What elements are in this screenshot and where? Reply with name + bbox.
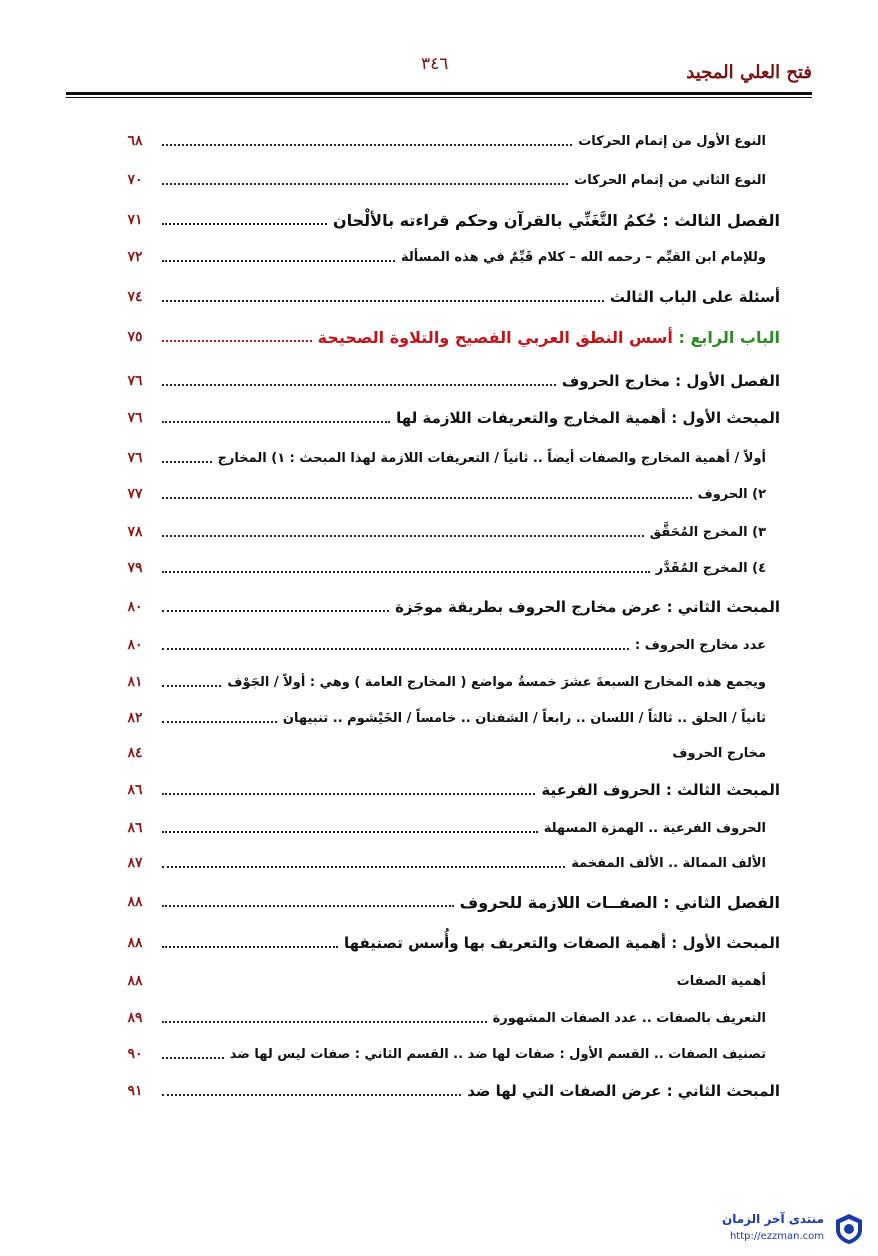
toc-entry[interactable]: [108, 632, 780, 658]
toc-entry-title: التعريف بالصفات .. عدد الصفات المشهورة: [492, 1010, 766, 1026]
toc-entry-title: المبحث الأول : أهمية الصفات والتعريف بها وأُسس تصنيفها: [343, 934, 780, 952]
toc-entry-title: النوع الأول من إتمام الحركات: [578, 133, 766, 149]
toc-leader-dots: [162, 535, 644, 537]
toc-entry-page: ٨٦: [127, 782, 143, 798]
toc-entry-title: ٢) الحروف: [697, 486, 766, 502]
toc-entry-page: ٨٨: [127, 894, 143, 910]
toc-entry[interactable]: [108, 445, 780, 471]
toc-entry[interactable]: [108, 405, 780, 431]
toc-entry-page: ٨٢: [127, 710, 143, 726]
toc-entry-title: عدد مخارج الحروف :: [635, 637, 766, 653]
toc-leader-dots: [162, 831, 538, 833]
toc-entry[interactable]: [108, 555, 780, 581]
toc-entry[interactable]: [108, 740, 780, 766]
toc-entry-title: ويجمع هذه المخارج السبعةَ عشرَ خمسةُ مواضع ( المخارج العامة ) وهي : أولاً / الجَوْف: [227, 674, 766, 690]
toc-entry-title: أسئلة على الباب الثالث: [609, 288, 780, 306]
chapter-title: أسس النطق العربي الفصيح والتلاوة الصحيحة: [317, 327, 673, 347]
toc-entry-page: ٧٠: [127, 172, 143, 188]
toc-entry-page: ٧٤: [127, 289, 143, 305]
toc-entry[interactable]: [108, 1005, 780, 1031]
toc-leader-dots: [162, 1021, 487, 1023]
toc-leader-dots: [162, 497, 692, 499]
book-title: فتح العلي المجيد: [686, 62, 812, 83]
toc-entry[interactable]: [108, 968, 780, 994]
toc-entry[interactable]: [108, 519, 780, 545]
toc-leader-dots: [162, 223, 327, 225]
toc-entry-page: ٨١: [127, 674, 143, 690]
toc-entry-title: ثانياً / الحلق .. ثالثاً / اللسان .. رابعاً / الشفتان .. خامساً / الخَيْشوم .. تنبيهان: [282, 710, 766, 726]
toc-entry-page: ٨٩: [127, 1010, 143, 1026]
toc-entry-title: ٤) المخرج المُقَدَّر: [655, 560, 766, 576]
toc-entry[interactable]: [108, 368, 780, 394]
toc-entry-page: ٧٦: [127, 373, 143, 389]
toc-leader-dots: [162, 340, 312, 342]
toc-leader-dots: [162, 1057, 224, 1059]
toc-entry[interactable]: [108, 594, 780, 620]
toc-entry[interactable]: [108, 669, 780, 695]
toc-entry[interactable]: [108, 815, 780, 841]
toc-entry-title: أولاً / أهمية المخارج والصفات أيضاً .. ثانياً / التعريفات اللازمة لهذا المبحث : ١) المخارج: [217, 450, 766, 466]
toc-entry-title: الفصل الثاني : الصفــات اللازمة للحروف: [459, 892, 780, 912]
toc-leader-dots: [162, 793, 535, 795]
toc-entry-title: الفصل الثالث : حُكمُ التَّغَنِّي بالقرآن وحكم قراءته بالألْحان: [332, 210, 780, 230]
toc-entry-page: ٩٠: [127, 1046, 143, 1062]
toc-entry-page: ٨٧: [127, 855, 143, 871]
toc-entry-chapter[interactable]: [108, 324, 780, 350]
toc-leader-dots: [162, 183, 568, 185]
toc-entry-title: وللإمام ابن القيِّم – رحمه الله – كلام قَيِّمٌ في هذه المسألة: [400, 249, 766, 265]
toc-entry-page: ٧٨: [127, 524, 143, 540]
toc-entry[interactable]: [108, 930, 780, 956]
toc-leader-dots: [162, 144, 572, 146]
toc-entry-page: ٧٦: [127, 450, 143, 466]
toc-leader-dots: [162, 461, 212, 463]
toc-entry[interactable]: [108, 705, 780, 731]
toc-entry[interactable]: [108, 889, 780, 915]
toc-entry-title: المبحث الثاني : عرض مخارج الحروف بطريقة موجَزة: [395, 598, 780, 616]
toc-entry-title: [312, 328, 780, 347]
toc-entry-page: ٨٠: [127, 637, 143, 653]
toc-entry-title: ٣) المخرج المُحَقَّق: [649, 524, 766, 540]
toc-entry[interactable]: [108, 207, 780, 233]
toc-entry[interactable]: [108, 481, 780, 507]
toc-entry-title: النوع الثاني من إتمام الحركات: [574, 172, 766, 188]
toc-leader-dots: [162, 384, 556, 386]
toc-leader-dots: [162, 571, 650, 573]
watermark-site-url: http://ezzman.com: [729, 1231, 824, 1242]
toc-entry-page: ٦٨: [127, 133, 143, 149]
toc-entry-title: الحروف الفرعية .. الهمزة المسهلة: [543, 820, 766, 836]
toc-entry-title: المبحث الأول : أهمية المخارج والتعريفات اللازمة لها: [396, 409, 780, 427]
toc-entry-title: تصنيف الصفات .. القسم الأول : صفات لها ضد .. القسم الثاني : صفات ليس لها ضد: [229, 1046, 766, 1062]
toc-leader-dots: [162, 610, 389, 612]
header-rule-thick: [66, 92, 812, 95]
toc-entry-page: ٧٦: [127, 410, 143, 426]
toc-entry-page: ٨٠: [127, 599, 143, 615]
toc-entry-title: المبحث الثاني : عرض الصفات التي لها ضد: [467, 1082, 780, 1100]
toc-entry[interactable]: [108, 167, 780, 193]
toc-entry-page: ٨٤: [127, 745, 143, 761]
toc-entry-page: ٨٨: [127, 935, 143, 951]
toc-leader-dots: [162, 260, 395, 262]
toc-leader-dots: [162, 984, 671, 986]
toc-entry[interactable]: [108, 244, 780, 270]
toc-entry-page: ٧١: [127, 212, 143, 228]
toc-leader-dots: [162, 866, 565, 868]
toc-entry-title: أهمية الصفات: [676, 973, 766, 989]
toc-leader-dots: [162, 721, 277, 723]
toc-entry-page: ٨٦: [127, 820, 143, 836]
toc-entry-page: ٧٧: [127, 486, 143, 502]
toc-entry-page: ٩١: [127, 1083, 143, 1099]
toc-leader-dots: [162, 300, 604, 302]
toc-leader-dots: [162, 1094, 461, 1096]
toc-leader-dots: [162, 648, 629, 650]
toc-entry[interactable]: [108, 1078, 780, 1104]
toc-leader-dots: [162, 905, 454, 907]
page-number: ٣٤٦: [421, 54, 449, 74]
toc-entry-page: ٧٢: [127, 249, 143, 265]
watermark-logo[interactable]: [700, 1210, 872, 1250]
header-rule-thin: [66, 97, 812, 98]
toc-entry[interactable]: [108, 850, 780, 876]
chapter-label: الباب الرابع :: [678, 327, 780, 347]
toc-leader-dots: [162, 946, 338, 948]
toc-leader-dots: [162, 685, 221, 687]
toc-entry-title: المبحث الثالث : الحروف الفرعية: [541, 781, 780, 799]
watermark-site-name: منتدى آخر الزمان: [722, 1212, 824, 1226]
toc-entry-title: الألف الممالة .. الألف المفخمة: [571, 855, 766, 871]
toc-entry[interactable]: [108, 128, 780, 154]
page-header: [66, 52, 812, 92]
toc-entry[interactable]: [108, 777, 780, 803]
toc-leader-dots: [162, 421, 390, 423]
toc-entry-title: مخارج الحروف: [672, 745, 766, 761]
toc-entry[interactable]: [108, 284, 780, 310]
toc-entry[interactable]: [108, 1041, 780, 1067]
toc-entry-page: ٧٩: [127, 560, 143, 576]
toc-entry-title: الفصل الأول : مخارج الحروف: [561, 372, 780, 390]
toc-entry-page: ٨٨: [127, 973, 143, 989]
shield-logo-icon: [832, 1212, 866, 1246]
toc-entry-page: ٧٥: [127, 329, 143, 345]
toc-leader-dots: [162, 756, 666, 758]
